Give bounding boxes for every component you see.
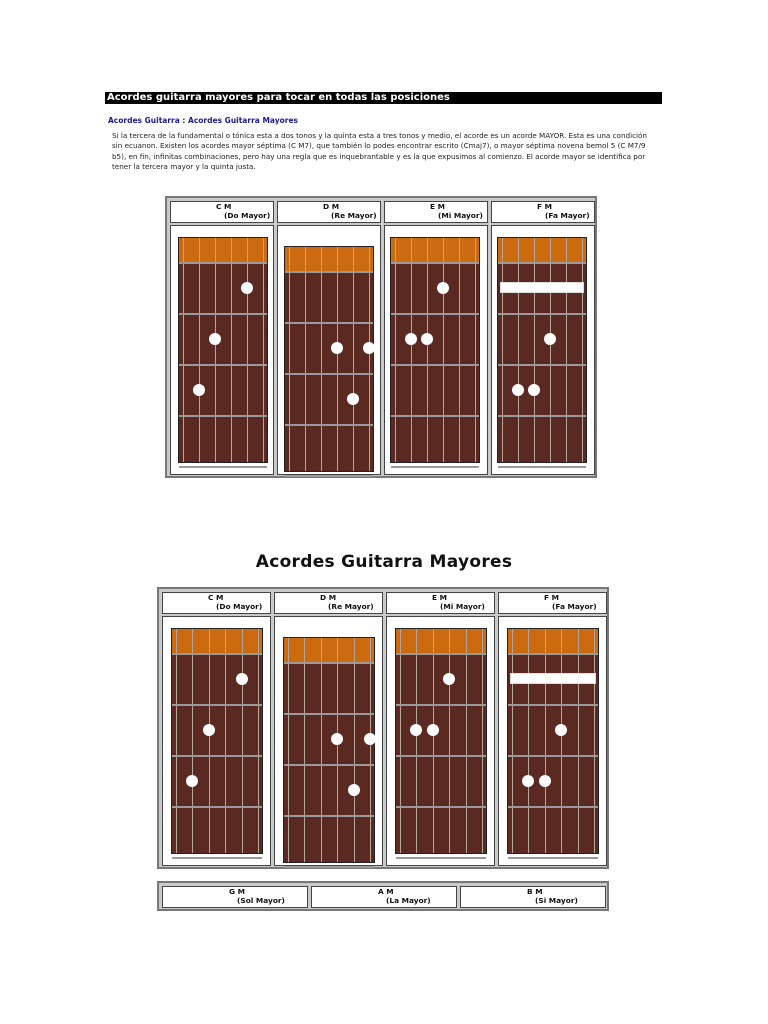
- guitar-string: [443, 238, 444, 462]
- chord-header-f: [491, 201, 595, 223]
- finger-dot: [437, 282, 449, 294]
- guitar-string: [502, 238, 503, 462]
- guitar-string: [321, 247, 322, 471]
- finger-dot: [193, 384, 205, 396]
- guitar-string: [449, 629, 450, 853]
- chord-chart-table-1: [165, 196, 597, 478]
- finger-dot: [347, 393, 359, 405]
- finger-dot: [405, 333, 417, 345]
- page-title: Acordes guitarra mayores para tocar en todas las posiciones: [105, 92, 662, 104]
- guitar-string: [369, 247, 370, 471]
- barre-marker: [500, 282, 584, 293]
- guitar-string: [512, 629, 513, 853]
- fret-wire: [284, 764, 374, 766]
- fret-wire: [391, 466, 479, 468]
- guitar-string: [566, 238, 567, 462]
- guitar-string: [258, 629, 259, 853]
- finger-dot: [363, 342, 375, 354]
- guitar-string: [225, 629, 226, 853]
- guitar-string: [395, 238, 396, 462]
- chord-label: (Sol Mayor): [237, 896, 285, 905]
- breadcrumb[interactable]: Acordes Guitarra : Acordes Guitarra Mayores: [108, 116, 299, 125]
- nut: [396, 629, 486, 653]
- chord-label: (Re Mayor): [328, 602, 374, 611]
- chord-label: (Do Mayor): [216, 602, 263, 611]
- chord-name: F M: [537, 202, 552, 211]
- fret-wire: [508, 704, 598, 706]
- fret-wire: [172, 653, 262, 655]
- finger-dot: [522, 775, 534, 787]
- guitar-string: [304, 638, 305, 862]
- fret-wire: [508, 806, 598, 808]
- fret-wire: [391, 364, 479, 366]
- fret-wire: [179, 415, 267, 417]
- guitar-string: [353, 247, 354, 471]
- guitar-string: [578, 629, 579, 853]
- fret-wire: [508, 653, 598, 655]
- guitar-string: [354, 638, 355, 862]
- fret-wire: [391, 262, 479, 264]
- chord-chart-table-3: [157, 881, 609, 911]
- chord-label: (Mi Mayor): [440, 602, 485, 611]
- fretboard: [395, 628, 487, 854]
- fret-wire: [396, 755, 486, 757]
- guitar-string: [528, 629, 529, 853]
- chord-header-c: [170, 201, 274, 223]
- guitar-string: [337, 638, 338, 862]
- guitar-string: [288, 638, 289, 862]
- nut: [285, 247, 373, 271]
- chord-header-d: [274, 592, 383, 614]
- chord-name: D M: [323, 202, 340, 211]
- chord-label: (Fa Mayor): [552, 602, 597, 611]
- finger-dot: [209, 333, 221, 345]
- guitar-string: [289, 247, 290, 471]
- fretboard: [171, 628, 263, 854]
- chord-name: E M: [430, 202, 445, 211]
- fret-wire: [498, 262, 586, 264]
- chord-header-e: [384, 201, 488, 223]
- guitar-string: [411, 238, 412, 462]
- chord-header-b: [460, 886, 606, 908]
- fret-wire: [498, 364, 586, 366]
- chord-label: (Fa Mayor): [545, 211, 590, 220]
- intro-paragraph: Si la tercera de la fundamental o tónica esta a dos tonos y la quinta esta a tres tonos y medio, el acorde es un acorde MAYOR. Esta es una condición sin ecuanon. Existen los acordes mayor séptima (C M7), que también lo podes encontrar escrito (Cmaj7), o mayor séptima novena bemol 5 (C M7/9 b5), en fin, infinitas combinaciones, pero hay una regla que es inquebrantable y es la que expusimos al comienzo. El acorde mayor se identifica por tener la tercera mayor y la quinta justa.: [112, 131, 647, 171]
- fretboard: [497, 237, 587, 463]
- guitar-string: [534, 238, 535, 462]
- fret-wire: [179, 262, 267, 264]
- guitar-string: [545, 629, 546, 853]
- chord-header-g: [162, 886, 308, 908]
- guitar-string: [518, 238, 519, 462]
- nut: [391, 238, 479, 262]
- fret-wire: [396, 704, 486, 706]
- finger-dot: [539, 775, 551, 787]
- finger-dot: [331, 342, 343, 354]
- chord-header-a: [311, 886, 457, 908]
- fret-wire: [172, 704, 262, 706]
- chord-name: C M: [216, 202, 232, 211]
- fret-wire: [284, 662, 374, 664]
- barre-marker: [510, 673, 596, 684]
- guitar-string: [466, 629, 467, 853]
- guitar-string: [321, 638, 322, 862]
- fretboard: [178, 237, 268, 463]
- fret-wire: [172, 806, 262, 808]
- guitar-string: [231, 238, 232, 462]
- finger-dot: [186, 775, 198, 787]
- chord-header-d: [277, 201, 381, 223]
- guitar-string: [176, 629, 177, 853]
- fret-wire: [396, 806, 486, 808]
- chord-header-e: [386, 592, 495, 614]
- fret-wire: [396, 653, 486, 655]
- finger-dot: [421, 333, 433, 345]
- fret-wire: [396, 857, 486, 859]
- finger-dot: [236, 673, 248, 685]
- guitar-string: [242, 629, 243, 853]
- fretboard: [284, 246, 374, 472]
- chord-header-c: [162, 592, 271, 614]
- fret-wire: [285, 424, 373, 426]
- guitar-string: [183, 238, 184, 462]
- guitar-string: [215, 238, 216, 462]
- fret-wire: [285, 373, 373, 375]
- fret-wire: [172, 857, 262, 859]
- fret-wire: [284, 713, 374, 715]
- fret-wire: [179, 364, 267, 366]
- fret-wire: [498, 313, 586, 315]
- fretboard: [390, 237, 480, 463]
- finger-dot: [512, 384, 524, 396]
- nut: [508, 629, 598, 653]
- guitar-string: [459, 238, 460, 462]
- guitar-string: [594, 629, 595, 853]
- finger-dot: [348, 784, 360, 796]
- nut: [179, 238, 267, 262]
- finger-dot: [364, 733, 376, 745]
- chord-name: F M: [544, 593, 559, 602]
- chord-name: G M: [229, 887, 245, 896]
- chord-label: (Do Mayor): [224, 211, 271, 220]
- fretboard: [283, 637, 375, 863]
- guitar-string: [192, 629, 193, 853]
- chord-name: D M: [320, 593, 337, 602]
- finger-dot: [203, 724, 215, 736]
- chord-name: E M: [432, 593, 447, 602]
- finger-dot: [443, 673, 455, 685]
- guitar-string: [550, 238, 551, 462]
- fretboard: [507, 628, 599, 854]
- guitar-string: [305, 247, 306, 471]
- fret-wire: [508, 755, 598, 757]
- fret-wire: [285, 475, 373, 477]
- chord-label: (Mi Mayor): [438, 211, 483, 220]
- guitar-string: [416, 629, 417, 853]
- nut: [284, 638, 374, 662]
- finger-dot: [410, 724, 422, 736]
- guitar-string: [427, 238, 428, 462]
- nut: [498, 238, 586, 262]
- chord-label: (Re Mayor): [331, 211, 377, 220]
- finger-dot: [427, 724, 439, 736]
- chord-name: A M: [378, 887, 394, 896]
- section-heading: Acordes Guitarra Mayores: [255, 552, 513, 572]
- finger-dot: [241, 282, 253, 294]
- guitar-string: [209, 629, 210, 853]
- guitar-string: [561, 629, 562, 853]
- fret-wire: [285, 322, 373, 324]
- guitar-string: [247, 238, 248, 462]
- guitar-string: [263, 238, 264, 462]
- finger-dot: [544, 333, 556, 345]
- fret-wire: [498, 466, 586, 468]
- chord-name: C M: [208, 593, 224, 602]
- fret-wire: [284, 866, 374, 868]
- fret-wire: [285, 271, 373, 273]
- fret-wire: [508, 857, 598, 859]
- chord-header-f: [498, 592, 607, 614]
- finger-dot: [331, 733, 343, 745]
- guitar-string: [582, 238, 583, 462]
- guitar-string: [370, 638, 371, 862]
- fret-wire: [391, 415, 479, 417]
- fret-wire: [498, 415, 586, 417]
- guitar-string: [433, 629, 434, 853]
- finger-dot: [555, 724, 567, 736]
- guitar-string: [400, 629, 401, 853]
- guitar-string: [475, 238, 476, 462]
- fret-wire: [179, 313, 267, 315]
- guitar-string: [337, 247, 338, 471]
- guitar-string: [482, 629, 483, 853]
- chord-chart-table-2: [157, 587, 609, 869]
- fret-wire: [391, 313, 479, 315]
- nut: [172, 629, 262, 653]
- fret-wire: [179, 466, 267, 468]
- chord-label: (La Mayor): [386, 896, 431, 905]
- fret-wire: [172, 755, 262, 757]
- fret-wire: [284, 815, 374, 817]
- guitar-string: [199, 238, 200, 462]
- chord-name: B M: [527, 887, 543, 896]
- finger-dot: [528, 384, 540, 396]
- chord-label: (Si Mayor): [535, 896, 578, 905]
